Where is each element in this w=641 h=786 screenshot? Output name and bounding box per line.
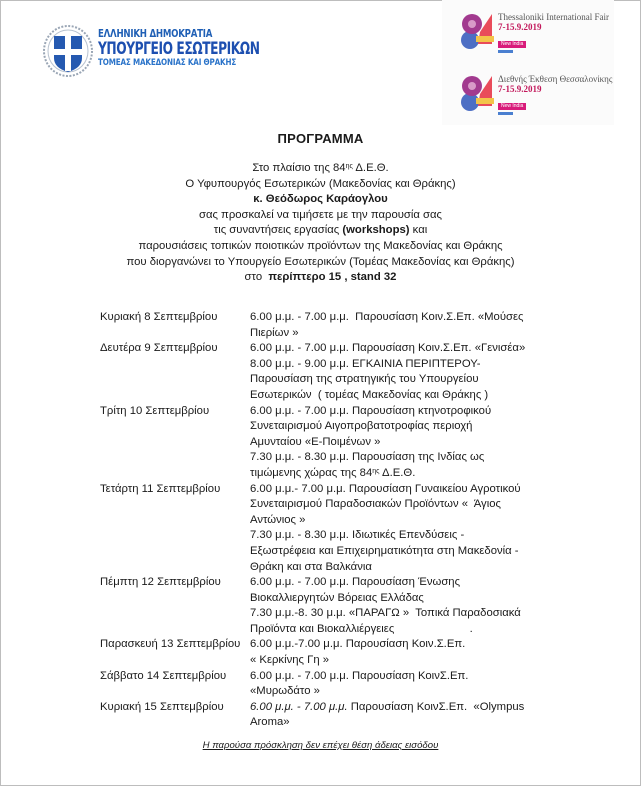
intro-text: στο <box>244 271 269 284</box>
document-title: ΠΡΟΓΡΑΜΜΑ <box>277 131 364 146</box>
event-line: Πιερίων » <box>250 326 299 339</box>
schedule-day <box>100 341 580 403</box>
location-line <box>0 270 641 286</box>
event-line: « Κερκίνης Γη » <box>250 654 330 667</box>
footer-note: Η παρούσα πρόσκληση δεν επέχει θέση άδειας εισόδου <box>202 740 439 751</box>
invitation-intro <box>0 161 641 286</box>
event-line: 6.00 μ.μ.-7.00 μ.μ. Παρουσίαση Κοιν.Σ.Επ. <box>250 638 466 651</box>
event-line: Αντώνιος » <box>250 513 306 526</box>
fair-84-mark-icon <box>458 72 498 112</box>
event-line <box>250 466 580 482</box>
schedule-day <box>100 482 580 576</box>
event-line: Συνεταιρισμού Παραδοσιακών Προϊόντων « Άγιος <box>250 498 501 511</box>
event-line: 7.30 μ.μ. - 8.30 μ.μ. Παρουσίαση της Ινδίας ως <box>250 451 485 464</box>
intro-line: Ο Υφυπουργός Εσωτερικών (Μακεδονίας και Θράκης) <box>185 177 456 190</box>
event-line: «Μυρωδάτο » <box>250 685 320 698</box>
event-line: Εξωστρέφεια και Επιχειρηματικότητα στη Μακεδονία - <box>250 544 519 557</box>
intro-line <box>0 223 641 239</box>
schedule-day <box>100 637 580 668</box>
event-line: 7.30 μ.μ. - 8.30 μ.μ. Ιδιωτικές Επενδύσεις - <box>250 529 465 542</box>
event-line: 6.00 μ.μ. - 7.00 μ.μ. Παρουσίαση Κοιν.Σ.Επ. «Μούσες <box>250 311 524 323</box>
intro-line <box>0 161 641 177</box>
event-line: 7.30 μ.μ.-8. 30 μ.μ. «ΠΑΡΑΓΩ » Τοπικά Παραδοσιακά <box>250 607 521 620</box>
day-label: Κυριακή 8 Σεπτεμβρίου <box>100 311 218 323</box>
event-line: 6.00 μ.μ. - 7.00 μ.μ. Παρουσίαση Ένωσης <box>250 576 461 589</box>
intro-line: που διοργανώνει το Υπουργείο Εσωτερικών (Τομέας Μακεδονίας και Θράκης) <box>126 255 515 268</box>
schedule-day <box>100 310 580 341</box>
event-text: Παρουσίαση ΚοινΣ.Επ. «Olympus <box>347 700 525 713</box>
fair-dates: 7-15.9.2019 <box>498 84 542 94</box>
intro-line: παρουσιάσεις τοπικών ποιοτικών προϊόντων της Μακεδονίας και Θράκης <box>138 239 503 252</box>
event-line <box>250 700 580 716</box>
fair-name: Thessaloniki International Fair <box>498 12 609 22</box>
event-text: τιμώμενης χώρας της 84 <box>250 466 373 479</box>
fair-blue-bar <box>498 112 513 115</box>
event-line: Aroma» <box>250 716 290 729</box>
day-label: Τρίτη 10 Σεπτεμβρίου <box>100 404 210 417</box>
fair-logo-greek <box>458 72 613 118</box>
event-line: Αμυνταίου «Ε-Ποιμένων » <box>250 435 381 448</box>
event-line: Βιοκαλλιεργητών Βόρειας Ελλάδας <box>250 591 424 604</box>
day-label: Παρασκευή 13 Σεπτεμβρίου <box>100 638 241 651</box>
schedule-day <box>100 669 580 700</box>
day-events <box>250 310 580 341</box>
day-label: Σάββατο 14 Σεπτεμβρίου <box>100 669 227 682</box>
intro-bold: (workshops) <box>342 224 410 237</box>
intro-text: και <box>409 224 428 237</box>
fair-dates: 7-15.9.2019 <box>498 22 542 32</box>
stand-location: περίπτερο 15 , stand 32 <box>268 271 397 284</box>
greek-coat-of-arms-icon <box>42 24 94 78</box>
fair-logos <box>442 0 614 125</box>
ministry-sector: ΤΟΜΕΑΣ ΜΑΚΕΔΟΝΙΑΣ ΚΑΙ ΘΡΑΚΗΣ <box>98 58 237 68</box>
fair-84-mark-icon <box>458 10 498 50</box>
day-label: Τετάρτη 11 Σεπτεμβρίου <box>100 482 221 495</box>
day-events <box>250 575 580 637</box>
day-events <box>250 637 580 668</box>
event-line: Εσωτερικών ( τομέας Μακεδονίας και Θράκης ) <box>250 388 489 401</box>
fair-name: Διεθνής Έκθεση Θεσσαλονίκης <box>498 74 613 84</box>
intro-text: Στο πλαίσιο της 84 <box>252 162 346 174</box>
event-text: Δ.Ε.Θ. <box>379 466 416 479</box>
day-events <box>250 341 580 403</box>
event-time: 6.00 μ.μ. - 7.00 μ.μ. <box>250 700 348 713</box>
day-events <box>250 482 580 576</box>
day-label: Κυριακή 15 Σεπτεμβρίου <box>100 700 224 713</box>
schedule <box>100 310 580 731</box>
ministry-logo <box>42 24 260 80</box>
schedule-day <box>100 575 580 637</box>
intro-line: σας προσκαλεί να τιμήσετε με την παρουσία σας <box>198 208 443 221</box>
event-line: 6.00 μ.μ.- 7.00 μ.μ. Παρουσίαση Γυναικείου Αγροτικού <box>250 482 521 495</box>
intro-text: Δ.Ε.Θ. <box>352 162 389 174</box>
ordinal-suffix: ης <box>372 467 380 475</box>
fair-blue-bar <box>498 50 513 53</box>
schedule-day <box>100 404 580 482</box>
event-line: 8.00 μ.μ. - 9.00 μ.μ. ΕΓΚΑΙΝΙΑ ΠΕΡΙΠΤΕΡΟΥ- <box>250 357 481 370</box>
event-line: Προϊόντα και Βιοκαλλιέργειες . <box>250 622 473 635</box>
day-events <box>250 669 580 700</box>
day-events <box>250 700 580 731</box>
schedule-day <box>100 700 580 731</box>
fair-tag: New India <box>498 41 526 48</box>
fair-logo-english <box>458 10 609 56</box>
event-line: Συνεταιρισμού Αιγοπροβατοτροφίας περιοχή <box>250 420 473 433</box>
day-events <box>250 404 580 482</box>
ministry-name: ΥΠΟΥΡΓΕΙΟ ΕΣΩΤΕΡΙΚΩΝ <box>98 39 260 59</box>
event-line: Θράκη και στα Βαλκάνια <box>250 560 372 573</box>
ordinal-suffix: ης <box>345 163 353 170</box>
event-line: 6.00 μ.μ. - 7.00 μ.μ. Παρουσίαση Κοιν.Σ.Επ. «Γενισέα» <box>250 342 526 355</box>
day-label: Δευτέρα 9 Σεπτεμβρίου <box>100 342 218 355</box>
minister-name: κ. Θεόδωρος Καράογλου <box>253 193 388 206</box>
event-line: 6.00 μ.μ. - 7.00 μ.μ. Παρουσίαση κτηνοτροφικού <box>250 404 492 417</box>
event-line: 6.00 μ.μ. - 7.00 μ.μ. Παρουσίαση ΚοινΣ.Επ. <box>250 669 469 682</box>
intro-text: τις συναντήσεις εργασίας <box>213 224 343 237</box>
day-label: Πέμπτη 12 Σεπτεμβρίου <box>100 576 221 589</box>
event-line: Παρουσίαση της στρατηγικής του Υπουργείου <box>250 373 479 386</box>
fair-tag: New India <box>498 103 526 110</box>
ministry-line1: ΕΛΛΗΝΙΚΗ ΔΗΜΟΚΡΑΤΙΑ <box>98 28 213 40</box>
